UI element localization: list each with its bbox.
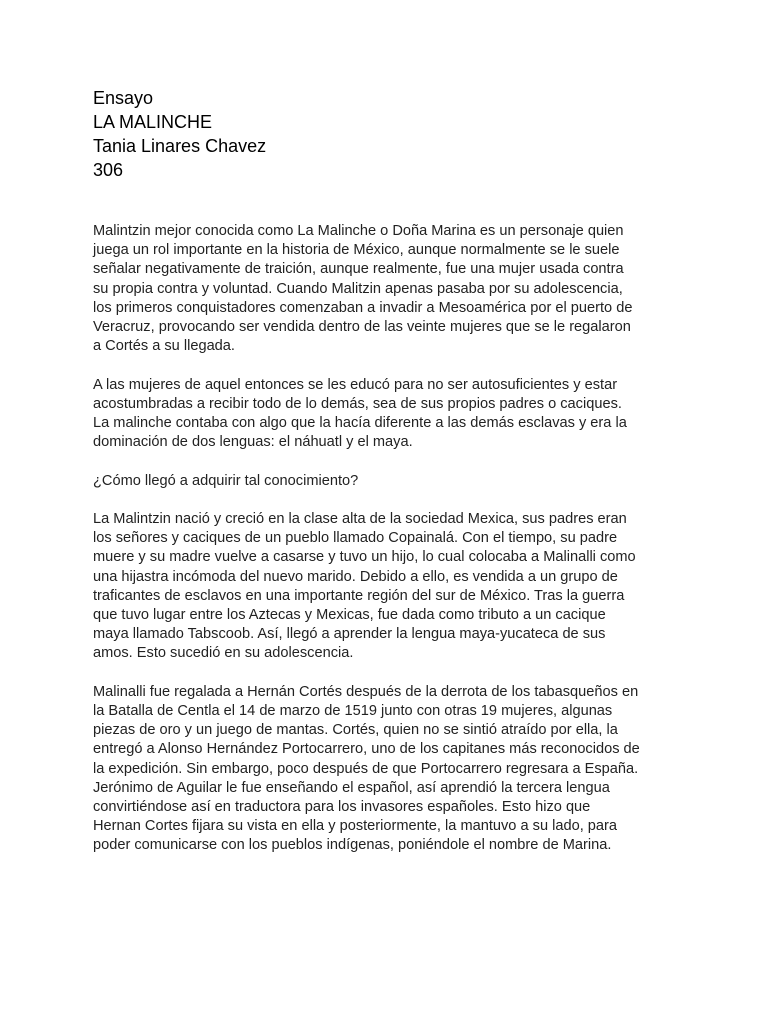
text-line: ¿Cómo llegó a adquirir tal conocimiento?	[93, 472, 359, 489]
text-line: acostumbradas a recibir todo de lo demás, sea de sus propios padres o caciques.	[93, 395, 622, 412]
text-line: amos. Esto sucedió en su adolescencia.	[93, 645, 354, 662]
document-body	[93, 222, 683, 875]
text-line: dominación de dos lenguas: el náhuatl y el maya.	[93, 434, 413, 451]
text-line: Veracruz, provocando ser vendida dentro de las veinte mujeres que se le regalaron	[93, 319, 631, 336]
text-line: Hernan Cortes fijara su vista en ella y posteriormente, la mantuvo a su lado, para	[93, 818, 618, 835]
text-line: los primeros conquistadores comenzaban a invadir a Mesoamérica por el puerto de	[93, 299, 633, 316]
text-line: A las mujeres de aquel entonces se les educó para no ser autosuficientes y estar	[93, 376, 618, 393]
author-name: Tania Linares Chavez	[93, 136, 267, 156]
text-line: entregó a Alonso Hernández Portocarrero, uno de los capitanes más reconocidos de	[93, 741, 640, 758]
paragraph	[93, 222, 683, 356]
text-line: la expedición. Sin embargo, poco después de que Portocarrero regresara a España.	[93, 760, 639, 777]
text-line: Malintzin mejor conocida como La Malinche o Doña Marina es un personaje quien	[93, 223, 624, 239]
document-header	[93, 86, 266, 182]
document-type-label: Ensayo	[93, 88, 154, 108]
text-line: juega un rol importante en la historia de México, aunque normalmente se le suele	[93, 242, 620, 259]
text-line: los señores y caciques de un pueblo llamado Copainalá. Con el tiempo, su padre	[93, 530, 618, 547]
text-line: Malinalli fue regalada a Hernán Cortés después de la derrota de los tabasqueños en	[93, 683, 639, 700]
text-line: Jerónimo de Aguilar le fue enseñando el español, así aprendió la tercera lengua	[93, 779, 610, 796]
text-line: La malinche contaba con algo que la hacía diferente a las demás esclavas y era la	[93, 415, 627, 432]
document-title: LA MALINCHE	[93, 112, 213, 132]
text-line: a Cortés a su llegada.	[93, 338, 235, 355]
group-number: 306	[93, 160, 124, 180]
paragraph	[93, 472, 683, 491]
text-line: una hijastra incómoda del nuevo marido. Debido a ello, es vendida a un grupo de	[93, 568, 618, 585]
text-line: su propia contra y voluntad. Cuando Malitzin apenas pasaba por su adolescencia,	[93, 280, 623, 297]
text-line: que tuvo lugar entre los Aztecas y Mexicas, fue dada como tributo a un cacique	[93, 607, 606, 624]
text-line: poder comunicarse con los pueblos indígenas, poniéndole el nombre de Marina.	[93, 837, 612, 854]
text-line: traficantes de esclavos en una importante región del sur de México. Tras la guerra	[93, 587, 625, 604]
text-line: La Malintzin nació y creció en la clase alta de la sociedad Mexica, sus padres eran	[93, 511, 627, 527]
paragraph	[93, 376, 683, 453]
text-line: piezas de oro y un juego de mantas. Cortés, quien no se sintió atraído por ella, la	[93, 722, 618, 739]
paragraph	[93, 683, 683, 856]
paragraph	[93, 510, 683, 664]
text-line: muere y su madre vuelve a casarse y tuvo un hijo, lo cual colocaba a Malinalli como	[93, 549, 636, 566]
text-line: maya llamado Tabscoob. Así, llegó a aprender la lengua maya-yucateca de sus	[93, 626, 606, 643]
text-line: señalar negativamente de traición, aunque realmente, fue una mujer usada contra	[93, 261, 624, 278]
text-line: convirtiéndose así en traductora para los invasores españoles. Esto hizo que	[93, 799, 591, 816]
text-line: la Batalla de Centla el 14 de marzo de 1519 junto con otras 19 mujeres, algunas	[93, 703, 613, 720]
